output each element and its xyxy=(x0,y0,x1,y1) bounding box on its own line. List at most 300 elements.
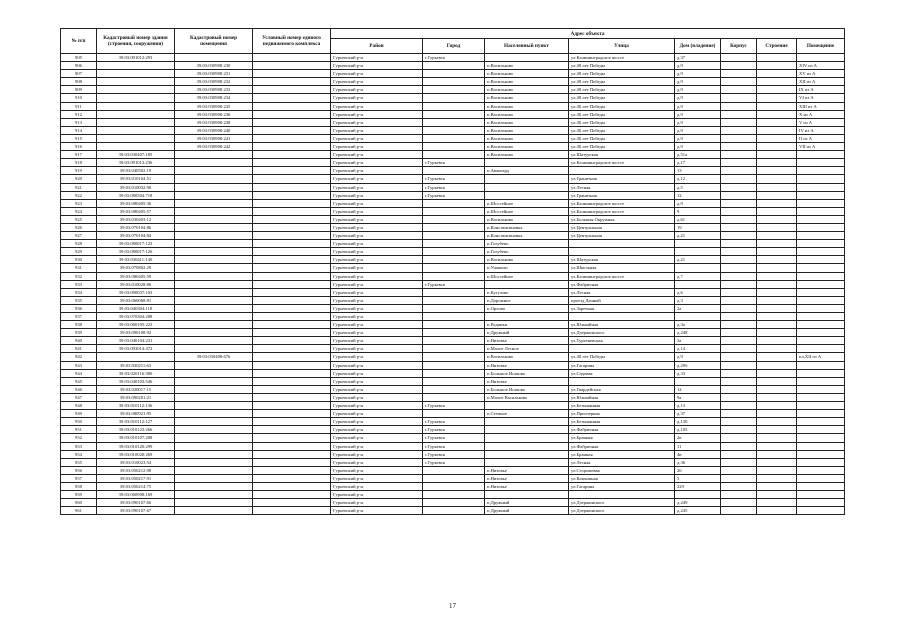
cell-building xyxy=(757,499,797,507)
cell-settlement: п.Константиновка xyxy=(485,232,569,240)
table-row xyxy=(61,426,845,434)
table-row xyxy=(61,353,845,361)
cell-num: 954 xyxy=(61,450,97,458)
cell-building xyxy=(757,126,797,134)
cell-room xyxy=(797,248,845,256)
cell-cadastral-building: 39:03:010028:86 xyxy=(97,280,175,288)
cell-num: 921 xyxy=(61,183,97,191)
cell-conditional-complex xyxy=(253,175,331,183)
cell-cadastral-building: 39:03:040304:118 xyxy=(97,304,175,312)
cell-cadastral-building: 39:03:010112:136 xyxy=(97,402,175,410)
cell-city xyxy=(423,491,485,499)
cell-building xyxy=(757,54,797,62)
header-address: Адрес объекта xyxy=(331,29,845,39)
cell-conditional-complex xyxy=(253,118,331,126)
cell-korpus xyxy=(721,94,757,102)
cell-street: ул.Центральная xyxy=(569,232,675,240)
cell-building xyxy=(757,442,797,450)
cell-street: ул.Калининградское шоссе xyxy=(569,159,675,167)
cell-street: ул.40 лет Победы xyxy=(569,78,675,86)
cell-city xyxy=(423,62,485,70)
cell-num: 932 xyxy=(61,272,97,280)
cell-district: Гурьевский р-н xyxy=(331,369,423,377)
cell-num: 959 xyxy=(61,491,97,499)
cell-building xyxy=(757,507,797,515)
cell-city: г.Гурьевск xyxy=(423,442,485,450)
cell-settlement: п.Низовье xyxy=(485,377,569,385)
cell-room xyxy=(797,450,845,458)
table-row xyxy=(61,215,845,223)
table-row xyxy=(61,337,845,345)
cell-cadastral-room xyxy=(175,232,253,240)
cell-cadastral-room xyxy=(175,450,253,458)
cell-cadastral-building: 39:03:090108:92 xyxy=(97,329,175,337)
cell-city xyxy=(423,393,485,401)
cell-num: 951 xyxy=(61,426,97,434)
table-row xyxy=(61,321,845,329)
header-street: Улица xyxy=(569,39,675,54)
cell-conditional-complex xyxy=(253,223,331,231)
cell-settlement: п.Константиновка xyxy=(485,223,569,231)
cell-settlement xyxy=(485,442,569,450)
cell-district: Гурьевский р-н xyxy=(331,143,423,151)
cell-room xyxy=(797,272,845,280)
cell-conditional-complex xyxy=(253,393,331,401)
cell-settlement: п.Васильково xyxy=(485,70,569,78)
cell-city xyxy=(423,410,485,418)
cell-cadastral-building: 39:03:080017:126 xyxy=(97,248,175,256)
cell-house: д.7 xyxy=(675,272,721,280)
cell-cadastral-room xyxy=(175,377,253,385)
cell-cadastral-building xyxy=(97,110,175,118)
cell-cadastral-room: 39:03:030908:233 xyxy=(175,86,253,94)
cell-cadastral-building: 39:03:060105:223 xyxy=(97,321,175,329)
header-settlement: Населенный пункт xyxy=(485,39,569,54)
cell-district: Гурьевский р-н xyxy=(331,491,423,499)
cell-num: 915 xyxy=(61,134,97,142)
cell-house xyxy=(675,264,721,272)
cell-cadastral-building: 39:03:080504:718 xyxy=(97,191,175,199)
cell-cadastral-room xyxy=(175,248,253,256)
cell-city xyxy=(423,207,485,215)
cell-house: д.9 xyxy=(675,78,721,86)
cell-conditional-complex xyxy=(253,369,331,377)
cell-room xyxy=(797,337,845,345)
cell-settlement: п.Ушаково xyxy=(485,264,569,272)
cell-street: проезд Дачный xyxy=(569,296,675,304)
cell-room: XV из А xyxy=(797,70,845,78)
cell-conditional-complex xyxy=(253,337,331,345)
cell-district: Гурьевский р-н xyxy=(331,410,423,418)
cell-cadastral-room xyxy=(175,402,253,410)
cell-house: д.21 xyxy=(675,232,721,240)
cell-cadastral-room xyxy=(175,361,253,369)
cell-cadastral-building: 39:03:050214:75 xyxy=(97,482,175,490)
cell-street: ул.Безымянная xyxy=(569,402,675,410)
cell-korpus xyxy=(721,175,757,183)
table-row xyxy=(61,280,845,288)
cell-house: д.17 xyxy=(675,159,721,167)
cell-num: 935 xyxy=(61,296,97,304)
cell-street: ул.Гранитная xyxy=(569,191,675,199)
cell-korpus xyxy=(721,191,757,199)
cell-room: IX из А xyxy=(797,86,845,94)
cell-num: 911 xyxy=(61,102,97,110)
cell-building xyxy=(757,264,797,272)
cell-district: Гурьевский р-н xyxy=(331,280,423,288)
table-row xyxy=(61,207,845,215)
cell-district: Гурьевский р-н xyxy=(331,272,423,280)
cell-cadastral-building: 39:03:040103:546 xyxy=(97,377,175,385)
cell-city: г.Гурьевск xyxy=(423,54,485,62)
cell-korpus xyxy=(721,280,757,288)
cell-room xyxy=(797,223,845,231)
cell-settlement: п.Васильково xyxy=(485,143,569,151)
cell-building xyxy=(757,321,797,329)
cell-street: ул.Гагарина xyxy=(569,482,675,490)
cell-cadastral-room xyxy=(175,240,253,248)
cell-cadastral-building xyxy=(97,134,175,142)
cell-house: д.249 xyxy=(675,499,721,507)
cell-city xyxy=(423,167,485,175)
cell-settlement xyxy=(485,313,569,321)
cell-house: д.9 xyxy=(675,110,721,118)
cell-conditional-complex xyxy=(253,474,331,482)
cell-settlement xyxy=(485,159,569,167)
cell-building xyxy=(757,337,797,345)
cell-house: д.37 xyxy=(675,54,721,62)
cell-street: ул.Шатурская xyxy=(569,151,675,159)
cell-cadastral-room: 39:03:030908:242 xyxy=(175,143,253,151)
cell-cadastral-building: 39:03:091012:293 xyxy=(97,54,175,62)
cell-district: Гурьевский р-н xyxy=(331,313,423,321)
cell-street: ул.Центральная xyxy=(569,223,675,231)
cell-district: Гурьевский р-н xyxy=(331,175,423,183)
cell-building xyxy=(757,304,797,312)
cell-settlement: п.Шоссейное xyxy=(485,272,569,280)
cell-district: Гурьевский р-н xyxy=(331,183,423,191)
cell-cadastral-room xyxy=(175,151,253,159)
document-sheet xyxy=(60,28,844,515)
cell-building xyxy=(757,159,797,167)
cell-room xyxy=(797,499,845,507)
cell-settlement: п.Кутузово xyxy=(485,288,569,296)
cell-district: Гурьевский р-н xyxy=(331,321,423,329)
cell-korpus xyxy=(721,442,757,450)
cell-cadastral-room xyxy=(175,159,253,167)
table-row xyxy=(61,288,845,296)
cell-conditional-complex xyxy=(253,418,331,426)
cell-conditional-complex xyxy=(253,353,331,361)
cell-room xyxy=(797,183,845,191)
cell-room xyxy=(797,288,845,296)
cell-cadastral-building: 39:03:091013:236 xyxy=(97,159,175,167)
cell-cadastral-room xyxy=(175,280,253,288)
cell-conditional-complex xyxy=(253,402,331,410)
cell-district: Гурьевский р-н xyxy=(331,94,423,102)
cell-city xyxy=(423,126,485,134)
table-row xyxy=(61,199,845,207)
cell-cadastral-building: 39:03:090037:103 xyxy=(97,288,175,296)
table-row xyxy=(61,385,845,393)
cell-cadastral-building: 39:03:010023:54 xyxy=(97,458,175,466)
table-row xyxy=(61,402,845,410)
cell-street: ул.Калининградское шоссе xyxy=(569,199,675,207)
cell-district: Гурьевский р-н xyxy=(331,345,423,353)
cell-num: 957 xyxy=(61,474,97,482)
cell-cadastral-room xyxy=(175,183,253,191)
cell-building xyxy=(757,240,797,248)
cell-city xyxy=(423,313,485,321)
cell-conditional-complex xyxy=(253,207,331,215)
cell-cadastral-building: 39:03:093014:472 xyxy=(97,345,175,353)
cell-num: 914 xyxy=(61,126,97,134)
cell-cadastral-building: 39:03:080921:95 xyxy=(97,410,175,418)
table-row xyxy=(61,482,845,490)
cell-district: Гурьевский р-н xyxy=(331,110,423,118)
cell-house: д.9 xyxy=(675,102,721,110)
cell-street xyxy=(569,377,675,385)
cell-korpus xyxy=(721,410,757,418)
cell-house: д.29б xyxy=(675,361,721,369)
cell-korpus xyxy=(721,118,757,126)
cell-building xyxy=(757,167,797,175)
cell-house: 13 xyxy=(675,167,721,175)
table-row xyxy=(61,102,845,110)
cell-building xyxy=(757,369,797,377)
cell-settlement: п.Низовье xyxy=(485,466,569,474)
cell-house: д.33 xyxy=(675,369,721,377)
cell-cadastral-room: 39:03:030908:235 xyxy=(175,102,253,110)
cell-room xyxy=(797,280,845,288)
cell-korpus xyxy=(721,143,757,151)
cell-district: Гурьевский р-н xyxy=(331,151,423,159)
cell-cadastral-building: 39:03:020116:380 xyxy=(97,369,175,377)
cell-building xyxy=(757,248,797,256)
cell-cadastral-room xyxy=(175,337,253,345)
cell-street: ул.Бранная xyxy=(569,450,675,458)
header-house: Дом (владение) xyxy=(675,39,721,54)
cell-cadastral-building: 39:03:080405:36 xyxy=(97,199,175,207)
cell-street xyxy=(569,313,675,321)
cell-building xyxy=(757,361,797,369)
cell-num: 919 xyxy=(61,167,97,175)
table-row xyxy=(61,345,845,353)
cell-house: д.61 xyxy=(675,215,721,223)
cell-settlement: п.Дружный xyxy=(485,507,569,515)
header-city: Город xyxy=(423,39,485,54)
header-building: Строение xyxy=(757,39,797,54)
cell-cadastral-building: 39:03:050217:91 xyxy=(97,474,175,482)
cell-district: Гурьевский р-н xyxy=(331,361,423,369)
cell-building xyxy=(757,377,797,385)
cell-conditional-complex xyxy=(253,102,331,110)
cell-settlement xyxy=(485,450,569,458)
cell-building xyxy=(757,232,797,240)
table-row xyxy=(61,78,845,86)
cell-settlement xyxy=(485,426,569,434)
cell-house: д.9 xyxy=(675,126,721,134)
cell-num: 956 xyxy=(61,466,97,474)
cell-cadastral-room: 39:03:030908:231 xyxy=(175,70,253,78)
cell-settlement: п.Низовье xyxy=(485,474,569,482)
table-row xyxy=(61,256,845,264)
cell-cadastral-room xyxy=(175,482,253,490)
cell-building xyxy=(757,434,797,442)
cell-settlement xyxy=(485,418,569,426)
cell-num: 939 xyxy=(61,329,97,337)
cell-city: г.Гурьевск xyxy=(423,175,485,183)
cell-cadastral-building: 39:03:070802:29 xyxy=(97,264,175,272)
cell-street: ул.40 лет Победы xyxy=(569,143,675,151)
table-row xyxy=(61,377,845,385)
cell-street: ул.Калининградское шоссе xyxy=(569,272,675,280)
cell-cadastral-building: 39:03:020017:15 xyxy=(97,385,175,393)
cell-cadastral-room xyxy=(175,321,253,329)
cell-district: Гурьевский р-н xyxy=(331,385,423,393)
cell-city xyxy=(423,199,485,207)
header-conditional-complex: Условный номер единого недвижимого комплекса xyxy=(253,29,331,54)
cell-korpus xyxy=(721,450,757,458)
cell-conditional-complex xyxy=(253,70,331,78)
cell-district: Гурьевский р-н xyxy=(331,466,423,474)
cell-korpus xyxy=(721,491,757,499)
cell-house: д.36 xyxy=(675,458,721,466)
cell-room xyxy=(797,296,845,304)
table-row xyxy=(61,450,845,458)
cell-cadastral-building: 39:03:010107:208 xyxy=(97,434,175,442)
cell-street: ул.40 лет Победы xyxy=(569,94,675,102)
cell-settlement: п.Дорожное xyxy=(485,296,569,304)
cell-building xyxy=(757,385,797,393)
cell-conditional-complex xyxy=(253,426,331,434)
cell-num: 931 xyxy=(61,264,97,272)
cell-house: д.105 xyxy=(675,426,721,434)
cell-conditional-complex xyxy=(253,78,331,86)
cell-street: ул.Камышная xyxy=(569,474,675,482)
cell-conditional-complex xyxy=(253,264,331,272)
cell-korpus xyxy=(721,499,757,507)
cell-korpus xyxy=(721,232,757,240)
cell-korpus xyxy=(721,264,757,272)
cell-korpus xyxy=(721,466,757,474)
cell-conditional-complex xyxy=(253,321,331,329)
cell-building xyxy=(757,410,797,418)
cell-city xyxy=(423,256,485,264)
cell-korpus xyxy=(721,86,757,94)
cell-building xyxy=(757,143,797,151)
cell-korpus xyxy=(721,385,757,393)
cell-korpus xyxy=(721,240,757,248)
cell-house: д.5 xyxy=(675,183,721,191)
cell-cadastral-building xyxy=(97,70,175,78)
cell-city xyxy=(423,474,485,482)
cell-num: 940 xyxy=(61,337,97,345)
cell-building xyxy=(757,70,797,78)
cell-cadastral-room xyxy=(175,304,253,312)
cell-city: г.Гурьевск xyxy=(423,418,485,426)
cell-street: ул.40 лет Победы xyxy=(569,353,675,361)
table-row xyxy=(61,434,845,442)
cell-street: ул.Лесная xyxy=(569,458,675,466)
cell-room xyxy=(797,361,845,369)
cell-district: Гурьевский р-н xyxy=(331,256,423,264)
cell-settlement: п.Васильково xyxy=(485,102,569,110)
cell-city xyxy=(423,94,485,102)
table-row xyxy=(61,466,845,474)
header-room: Помещение xyxy=(797,39,845,54)
cell-district: Гурьевский р-н xyxy=(331,442,423,450)
cell-street: ул.Заречная xyxy=(569,304,675,312)
cell-district: Гурьевский р-н xyxy=(331,207,423,215)
cell-city: г.Гурьевск xyxy=(423,402,485,410)
cell-street: ул.Шатурская xyxy=(569,256,675,264)
cell-street: ул.Бранная xyxy=(569,434,675,442)
cell-conditional-complex xyxy=(253,86,331,94)
cell-room xyxy=(797,442,845,450)
cell-korpus xyxy=(721,199,757,207)
cell-korpus xyxy=(721,126,757,134)
table-row xyxy=(61,393,845,401)
header-cadastral-building: Кадастровый номер здания (строения, сооружения) xyxy=(97,29,175,54)
cell-district: Гурьевский р-н xyxy=(331,450,423,458)
cell-cadastral-building: 39:03:070104:86 xyxy=(97,223,175,231)
cell-room xyxy=(797,54,845,62)
cell-room xyxy=(797,345,845,353)
cell-korpus xyxy=(721,337,757,345)
cell-room: VII из А xyxy=(797,143,845,151)
cell-num: 913 xyxy=(61,118,97,126)
cell-street: ул.Лесная xyxy=(569,183,675,191)
cell-conditional-complex xyxy=(253,134,331,142)
cell-district: Гурьевский р-н xyxy=(331,118,423,126)
cell-settlement: п.Дружный xyxy=(485,499,569,507)
cell-cadastral-building: 39:03:030211:63 xyxy=(97,361,175,369)
cell-korpus xyxy=(721,434,757,442)
cell-room xyxy=(797,240,845,248)
cell-cadastral-building: 39:03:080017:123 xyxy=(97,240,175,248)
cell-street: ул.Калининградское шоссе xyxy=(569,54,675,62)
cell-district: Гурьевский р-н xyxy=(331,434,423,442)
cell-settlement xyxy=(485,491,569,499)
cell-city xyxy=(423,321,485,329)
cell-korpus xyxy=(721,215,757,223)
cell-building xyxy=(757,402,797,410)
cell-street: ул.Фабричная xyxy=(569,442,675,450)
cell-room xyxy=(797,167,845,175)
cell-house: 19 xyxy=(675,223,721,231)
cell-cadastral-building: 39:03:010120:299 xyxy=(97,442,175,450)
cell-house: д.245 xyxy=(675,507,721,515)
table-row xyxy=(61,134,845,142)
cell-conditional-complex xyxy=(253,296,331,304)
cell-house: д.13 xyxy=(675,402,721,410)
cell-street xyxy=(569,491,675,499)
cell-cadastral-building: 39:03:070304:288 xyxy=(97,313,175,321)
cell-conditional-complex xyxy=(253,240,331,248)
table-body xyxy=(61,54,845,515)
cell-street: ул.Фабричная xyxy=(569,280,675,288)
table-row xyxy=(61,223,845,231)
cell-num: 943 xyxy=(61,361,97,369)
cell-cadastral-building xyxy=(97,62,175,70)
cell-settlement: п.Васильково xyxy=(485,134,569,142)
cell-korpus xyxy=(721,110,757,118)
cell-room xyxy=(797,507,845,515)
cell-street: ул.Приозерная xyxy=(569,410,675,418)
cell-conditional-complex xyxy=(253,215,331,223)
cell-district: Гурьевский р-н xyxy=(331,248,423,256)
